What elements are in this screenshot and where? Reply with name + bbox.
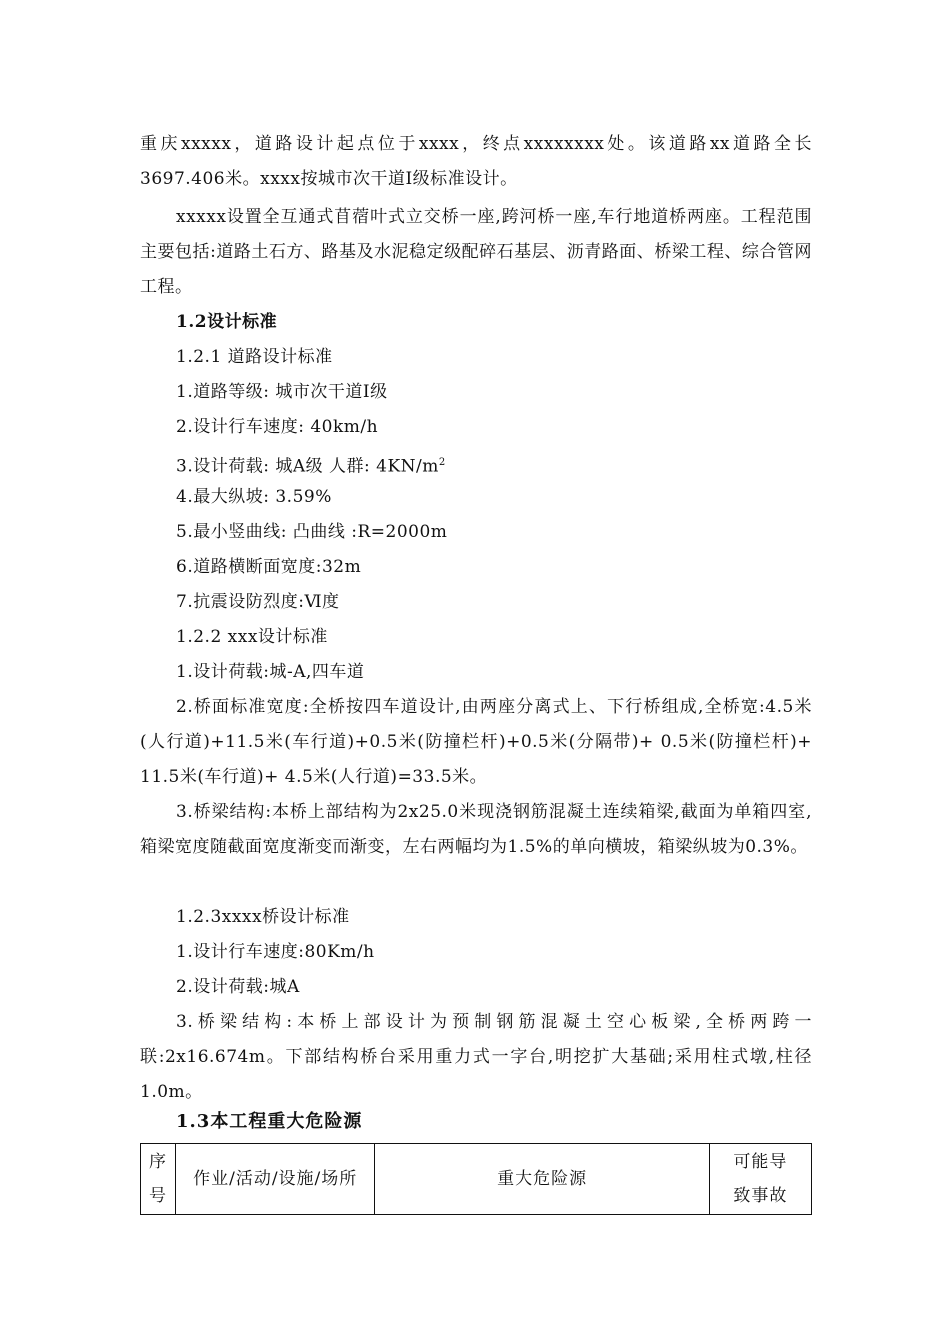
bridge-standard-item: 1.设计行车速度:80Km/h [176,942,375,962]
paragraph-scope: xxxxx设置全互通式苜蓿叶式立交桥一座,跨河桥一座,车行地道桥两座。工程范围主要包括:道路土石方、路基及水泥稳定级配碎石基层、沥青路面、桥梁工程、综合管网工程。 [140,207,812,297]
section-heading-1-2: 1.2设计标准 [176,312,278,332]
road-standard-item: 5.最小竖曲线: 凸曲线 :R=2000m [176,522,448,542]
road-load-text: 3.设计荷载: 城A级 人群: 4KN/m [176,456,439,477]
bridge-structure-paragraph: 3.桥梁结构:本桥上部结构为2x25.0米现浇钢筋混凝土连续箱梁,截面为单箱四室,箱梁宽度随截面宽度渐变而渐变，左右两幅均为1.5%的单向横坡，箱梁纵坡为0.3%。 [140,802,812,857]
paragraph-road-overview: 重庆xxxxx，道路设计起点位于xxxx，终点xxxxxxxx处。该道路xx道路全长3697.406米。xxxx按城市次干道Ⅰ级标准设计。 [140,134,812,189]
bridge-standard-item: 2.设计荷载:城A [176,977,300,997]
subsection-heading-1-2-2: 1.2.2 xxx设计标准 [176,627,328,647]
bridge-deck-width-paragraph: 2.桥面标准宽度:全桥按四车道设计,由两座分离式上、下行桥组成,全桥宽:4.5米(人行道)+11.5米(车行道)+0.5米(防撞栏杆)+0.5米(分隔带)+ 0.5米(防撞栏杆)+ 11.5米(车行道)+ 4.5米(人行道)=33.5米。 [140,697,812,787]
superscript-squared: 2 [438,457,446,468]
road-standard-item: 4.最大纵坡: 3.59% [176,487,332,507]
road-standard-item: 6.道路横断面宽度:32m [176,557,362,577]
hazard-table [140,1143,812,1215]
table-header-accident: 可能导致事故 [709,1144,811,1215]
road-standard-item: 1.道路等级: 城市次干道Ⅰ级 [176,382,388,402]
road-standard-item [176,445,446,485]
section-heading-1-3: 1.3本工程重大危险源 [176,1111,363,1132]
table-header-index: 序号 [141,1144,176,1215]
bridge-structure-paragraph: 3.桥梁结构:本桥上部设计为预制钢筋混凝土空心板梁,全桥两跨一联:2x16.674m。下部结构桥台采用重力式一字台,明挖扩大基础;采用柱式墩,柱径1.0m。 [140,1012,812,1102]
subsection-heading-1-2-1: 1.2.1 道路设计标准 [176,347,333,367]
table-header-row [141,1144,812,1215]
road-standard-item: 2.设计行车速度: 40km/h [176,417,379,437]
table-header-activity: 作业/活动/设施/场所 [176,1144,375,1215]
subsection-heading-1-2-3: 1.2.3xxxx桥设计标准 [176,907,350,927]
bridge-standard-item: 1.设计荷载:城-A,四车道 [176,662,365,682]
road-standard-item: 7.抗震设防烈度:Ⅵ度 [176,592,340,612]
table-header-hazard: 重大危险源 [375,1144,709,1215]
